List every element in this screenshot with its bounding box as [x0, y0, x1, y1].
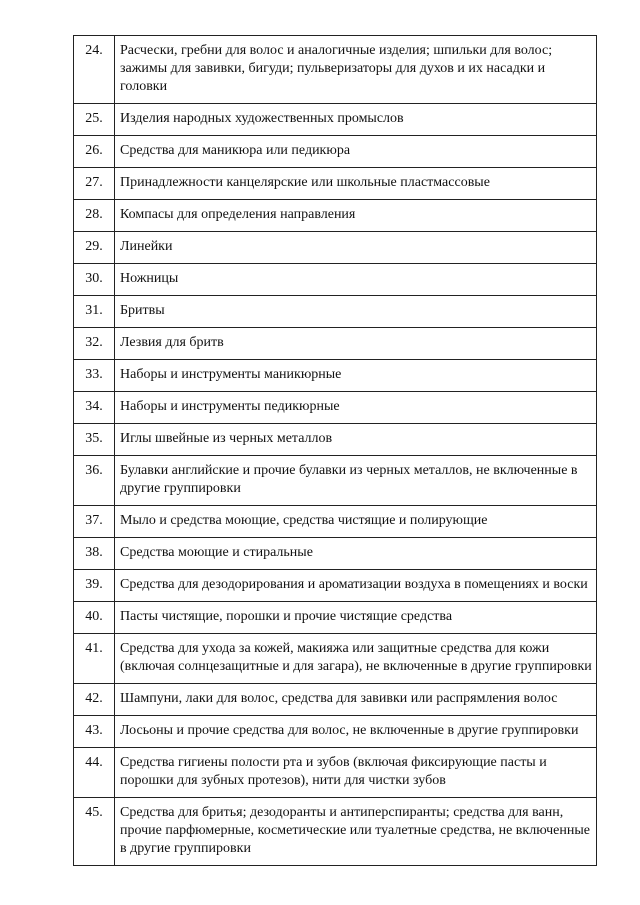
row-description: Средства для бритья; дезодоранты и антиперспиранты; средства для ванн, прочие парфюмерные, косметические или туалетные средства, не включенные в другие группировки [115, 798, 597, 866]
table-row [74, 456, 597, 506]
goods-table-body [74, 36, 597, 866]
row-description: Средства для ухода за кожей, макияжа или защитные средства для кожи (включая солнцезащитные и для загара), не включенные в другие группировки [115, 634, 597, 684]
table-row [74, 296, 597, 328]
row-description: Наборы и инструменты педикюрные [115, 392, 597, 424]
row-number: 33. [74, 360, 115, 392]
row-number: 27. [74, 168, 115, 200]
row-description: Компасы для определения направления [115, 200, 597, 232]
row-description: Шампуни, лаки для волос, средства для завивки или распрямления волос [115, 684, 597, 716]
row-description: Линейки [115, 232, 597, 264]
row-description: Изделия народных художественных промыслов [115, 104, 597, 136]
row-number: 43. [74, 716, 115, 748]
row-description: Средства для маникюра или педикюра [115, 136, 597, 168]
row-number: 42. [74, 684, 115, 716]
table-row [74, 570, 597, 602]
row-number: 28. [74, 200, 115, 232]
row-description: Расчески, гребни для волос и аналогичные изделия; шпильки для волос; зажимы для завивки, бигуди; пульверизаторы для духов и их насадки и головки [115, 36, 597, 104]
row-number: 30. [74, 264, 115, 296]
row-number: 45. [74, 798, 115, 866]
row-description: Лезвия для бритв [115, 328, 597, 360]
table-row [74, 264, 597, 296]
row-number: 31. [74, 296, 115, 328]
row-number: 37. [74, 506, 115, 538]
row-description: Ножницы [115, 264, 597, 296]
row-number: 38. [74, 538, 115, 570]
row-number: 34. [74, 392, 115, 424]
table-row [74, 136, 597, 168]
row-number: 41. [74, 634, 115, 684]
table-row [74, 634, 597, 684]
row-description: Бритвы [115, 296, 597, 328]
row-number: 25. [74, 104, 115, 136]
table-row [74, 200, 597, 232]
row-description: Мыло и средства моющие, средства чистящие и полирующие [115, 506, 597, 538]
row-number: 29. [74, 232, 115, 264]
row-description: Средства моющие и стиральные [115, 538, 597, 570]
table-row [74, 104, 597, 136]
table-row [74, 36, 597, 104]
row-number: 40. [74, 602, 115, 634]
row-number: 44. [74, 748, 115, 798]
row-number: 36. [74, 456, 115, 506]
row-description: Булавки английские и прочие булавки из черных металлов, не включенные в другие группировки [115, 456, 597, 506]
row-number: 39. [74, 570, 115, 602]
table-row [74, 232, 597, 264]
table-row [74, 798, 597, 866]
table-row [74, 360, 597, 392]
row-description: Наборы и инструменты маникюрные [115, 360, 597, 392]
row-description: Средства гигиены полости рта и зубов (включая фиксирующие пасты и порошки для зубных протезов), нити для чистки зубов [115, 748, 597, 798]
row-description: Принадлежности канцелярские или школьные пластмассовые [115, 168, 597, 200]
table-row [74, 538, 597, 570]
row-description: Иглы швейные из черных металлов [115, 424, 597, 456]
table-row [74, 168, 597, 200]
row-number: 35. [74, 424, 115, 456]
table-row [74, 716, 597, 748]
row-number: 26. [74, 136, 115, 168]
table-row [74, 328, 597, 360]
row-number: 32. [74, 328, 115, 360]
table-row [74, 392, 597, 424]
goods-table [73, 35, 597, 866]
table-row [74, 748, 597, 798]
row-number: 24. [74, 36, 115, 104]
row-description: Пасты чистящие, порошки и прочие чистящие средства [115, 602, 597, 634]
table-row [74, 684, 597, 716]
table-row [74, 602, 597, 634]
table-row [74, 424, 597, 456]
row-description: Лосьоны и прочие средства для волос, не включенные в другие группировки [115, 716, 597, 748]
row-description: Средства для дезодорирования и ароматизации воздуха в помещениях и воски [115, 570, 597, 602]
table-row [74, 506, 597, 538]
